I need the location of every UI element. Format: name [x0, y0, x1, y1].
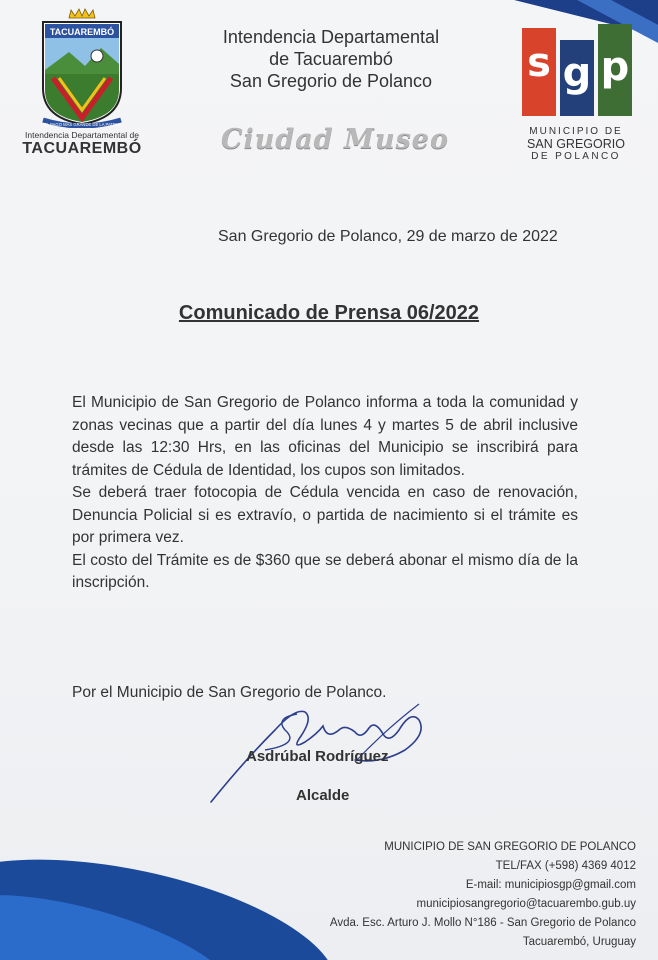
logo-caption: Intendencia Departamental de — [25, 130, 139, 140]
footer-line-6: Tacuarembó, Uruguay — [522, 936, 636, 948]
footer-line-3: E-mail: municipiosgp@gmail.com — [465, 879, 636, 891]
municipio-logo — [516, 20, 636, 162]
signer-role: Alcalde — [296, 787, 350, 804]
letter-date: San Gregorio de Polanco, 29 de marzo de 2022 — [218, 228, 558, 245]
municipio-label: MUNICIPIO DE — [529, 126, 623, 137]
body-paragraph-1: El Municipio de San Gregorio de Polanco informa a toda la comunidad y zonas vecinas que a partir del día lunes 4 y martes 5 de abril inclusive desde las 12:30 Hrs, en las oficinas del Municipio se inscribirá para trámites de Cédula de Identidad, los cupos son limitados. — [72, 394, 578, 479]
body-paragraph-2: Se deberá traer fotocopia de Cédula vencida en caso de renovación, Denuncia Policial si es extravío, o partida de nacimiento si el trámite es por primera vez. — [72, 484, 578, 546]
signer-name: Asdrúbal Rodríguez — [246, 748, 389, 765]
svg-text:p: p — [600, 44, 630, 90]
ciudad-museo-slogan: Ciudad Museo — [221, 124, 449, 155]
press-release-title: Comunicado de Prensa 06/2022 — [178, 302, 480, 324]
tacuarembo-logo — [14, 8, 150, 158]
municipio-name: SAN GREGORIO — [527, 137, 625, 151]
footer-line-1: MUNICIPIO DE SAN GREGORIO DE POLANCO — [384, 841, 636, 853]
footer-line-5: Avda. Esc. Arturo J. Mollo N°186 - San Gregorio de Polanco — [329, 917, 636, 929]
svg-text:g: g — [562, 50, 592, 96]
letterhead-line-3: San Gregorio de Polanco — [229, 71, 433, 91]
crest-motto: EL PAGO MAS GRANDE DE LA PATRIA — [44, 122, 120, 127]
logo-name: TACUAREMBÓ — [22, 140, 142, 157]
letterhead-title — [186, 26, 476, 92]
crest-top-label: TACUAREMBÓ — [49, 27, 115, 37]
closing-line: Por el Municipio de San Gregorio de Polanco. — [72, 684, 387, 701]
footer-line-4: municipiosangregorio@tacuarembo.gub.uy — [416, 898, 636, 910]
coat-of-arms-icon — [39, 8, 125, 128]
letterhead-line-2: de Tacuarembó — [269, 49, 393, 69]
letterhead-line-1: Intendencia Departamental — [222, 27, 440, 47]
letter-body — [72, 392, 578, 595]
body-paragraph-3: El costo del Trámite es de $360 que se deberá abonar el mismo día de la inscripción. — [72, 551, 578, 591]
footer-line-2: TEL/FAX (+598) 4369 4012 — [495, 860, 636, 872]
municipio-name-suffix: DE POLANCO — [531, 151, 621, 162]
sgp-logo-icon — [522, 20, 632, 116]
svg-text:s: s — [527, 40, 551, 86]
contact-footer — [330, 838, 636, 952]
